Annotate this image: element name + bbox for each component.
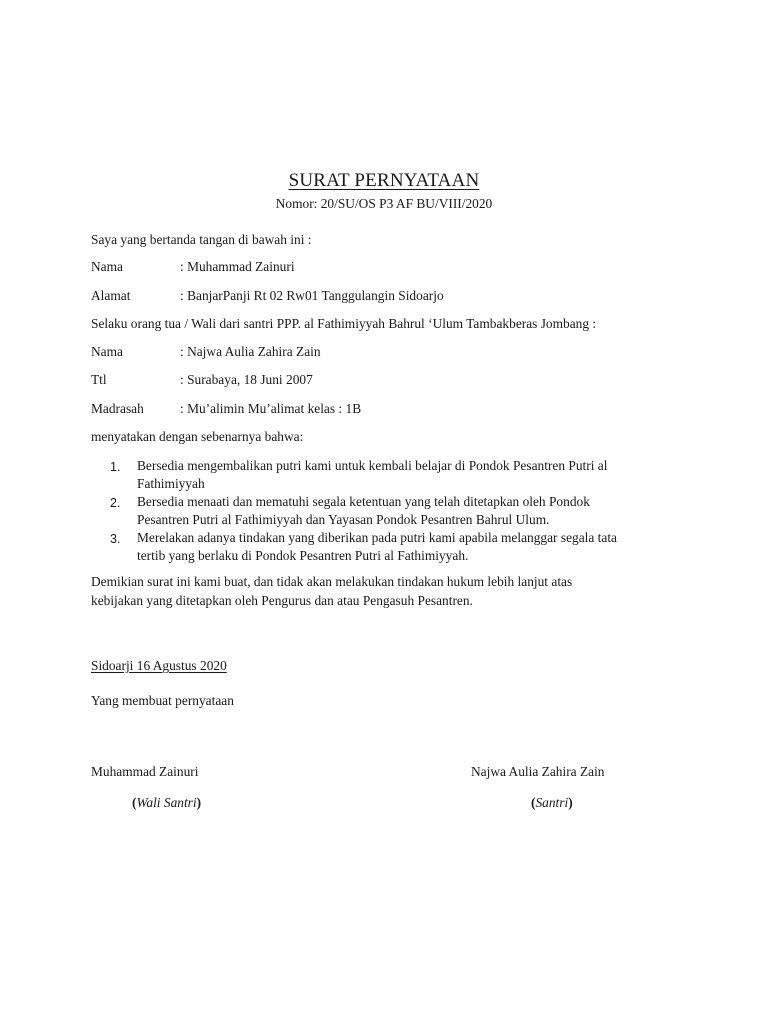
declaration-intro: menyatakan dengan sebenarnya bahwa: xyxy=(91,429,304,444)
list-item xyxy=(110,493,680,529)
parent-name-label: Nama xyxy=(91,259,123,274)
student-madrasah-value: : Mu’alimin Mu’alimat kelas : 1B xyxy=(180,401,362,416)
list-item-text: Bersedia menaati dan mematuhi segala ketentuan yang telah ditetapkan oleh Pondok xyxy=(137,494,590,509)
list-item-text: Bersedia mengembalikan putri kami untuk kembali belajar di Pondok Pesantren Putri al xyxy=(137,458,608,473)
signature-name-guardian: Muhammad Zainuri xyxy=(91,764,199,779)
list-item-text: Pesantren Putri al Fathimiyyah dan Yayasan Pondok Pesantren Bahrul Ulum. xyxy=(137,512,550,527)
signature-name-student: Najwa Aulia Zahira Zain xyxy=(471,764,605,779)
student-ttl-label: Ttl xyxy=(91,372,107,387)
list-item-text: Fathimiyyah xyxy=(137,476,205,491)
closing-paragraph xyxy=(91,572,691,610)
document-number: Nomor: 20/SU/OS P3 AF BU/VIII/2020 xyxy=(275,196,493,211)
document-title: SURAT PERNYATAAN xyxy=(288,170,480,191)
list-item-text: tertib yang berlaku di Pondok Pesantren Putri al Fathimiyyah. xyxy=(137,548,469,563)
list-number: 2. xyxy=(110,496,121,510)
list-number: 1. xyxy=(110,460,121,474)
closing-line: Demikian surat ini kami buat, dan tidak akan melakukan tindakan hukum lebih lanjut atas xyxy=(91,574,573,589)
statement-list xyxy=(110,457,680,565)
list-number: 3. xyxy=(110,532,121,546)
list-item xyxy=(110,529,680,565)
closing-line: kebijakan yang ditetapkan oleh Pengurus dan atau Pengasuh Pesantren. xyxy=(91,593,473,608)
list-item xyxy=(110,457,680,493)
maker-label: Yang membuat pernyataan xyxy=(91,693,234,708)
intro-text: Saya yang bertanda tangan di bawah ini : xyxy=(91,232,312,247)
signature-role-student: (Santri) xyxy=(531,795,573,810)
student-name-label: Nama xyxy=(91,344,123,359)
list-item-text: Merelakan adanya tindakan yang diberikan pada putri kami apabila melanggar segala tata xyxy=(137,530,617,545)
parent-address-label: Alamat xyxy=(91,288,131,303)
student-name-value: : Najwa Aulia Zahira Zain xyxy=(180,344,321,359)
student-madrasah-label: Madrasah xyxy=(91,401,144,416)
letter-date: Sidoarji 16 Agustus 2020 xyxy=(91,658,227,673)
student-ttl-value: : Surabaya, 18 Juni 2007 xyxy=(180,372,313,387)
parent-name-value: : Muhammad Zainuri xyxy=(180,259,295,274)
parent-address-value: : BanjarPanji Rt 02 Rw01 Tanggulangin Sidoarjo xyxy=(180,288,444,303)
guardian-line: Selaku orang tua / Wali dari santri PPP. al Fathimiyyah Bahrul ‘Ulum Tambakberas Jombang : xyxy=(91,316,597,331)
signature-role-guardian: (Wali Santri) xyxy=(132,795,202,810)
